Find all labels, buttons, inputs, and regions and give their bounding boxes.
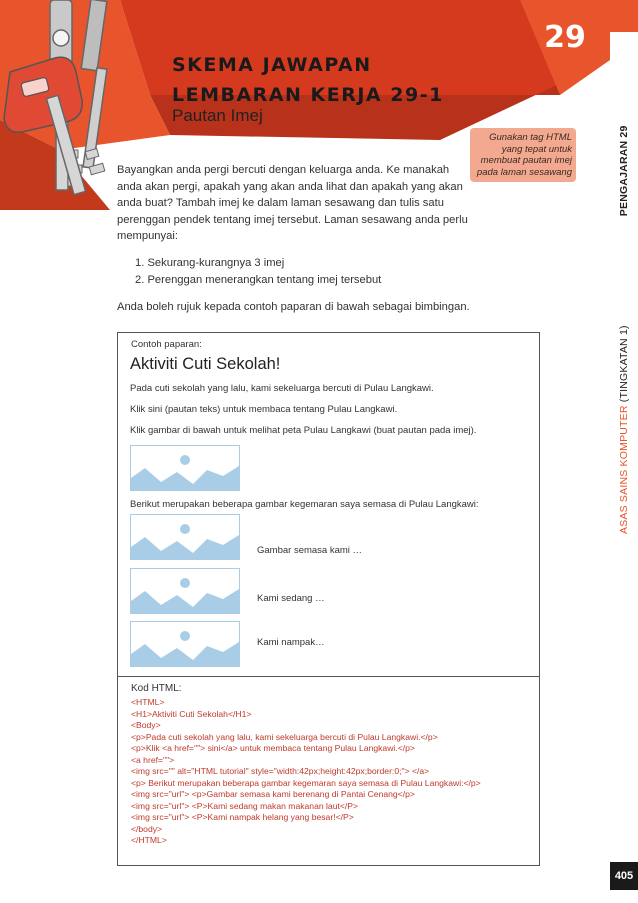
list-item: 1. Sekurang-kurangnya 3 imej: [135, 257, 285, 269]
code-line: <p> Berikut merupakan beberapa gambar kegemaran saya semasa di Pulau Langkawi:</p>: [131, 777, 481, 788]
code-line: </body>: [131, 823, 163, 834]
page-title-line1: SKEMA JAWAPAN: [172, 54, 372, 76]
code-block: [131, 697, 481, 847]
box-divider: [117, 676, 540, 677]
code-line: <H1>Aktiviti Cuti Sekolah</H1>: [131, 708, 252, 719]
code-line: <img src="" alt="HTML tutorial" style="width:42px;height:42px;border:0;"> </a>: [131, 766, 430, 776]
image-caption: Kami sedang …: [257, 593, 325, 604]
intro-paragraph: Bayangkan anda pergi bercuti dengan keluarga anda. Ke manakah anda akan pergi, apakah yang akan anda lihat dan apakah yang akan anda buat? Tambah imej ke dalam laman sesawang dan tulis satu perenggan pendek tentang imej tersebut. Laman sesawang anda perlu mempunyai:: [117, 164, 468, 242]
sidebar-accent: [610, 0, 638, 32]
code-line: <p>Pada cuti sekolah yang lalu, kami sekeluarga bercuti di Pulau Langkawi.</p>: [131, 731, 438, 742]
example-paragraph-4: Berikut merupakan beberapa gambar kegemaran saya semasa di Pulau Langkawi:: [130, 499, 479, 510]
sidebar-form: (TINGKATAN 1): [618, 325, 630, 403]
page-number: 405: [610, 862, 638, 890]
code-line: <Body>: [131, 720, 161, 730]
key-grey-2: [81, 0, 107, 168]
chapter-number: 29: [544, 20, 586, 55]
example-paragraph-2: Klik sini (pautan teks) untuk membaca tentang Pulau Langkawi.: [130, 404, 398, 415]
image-placeholder-icon: [130, 514, 240, 560]
code-line: <img src="url"> <P>Kami nampak helang yang besar!</P>: [131, 812, 354, 822]
example-label: Contoh paparan:: [131, 339, 202, 350]
code-line: <img src="url"> <p>Gambar semasa kami berenang di Pantai Cenang</p>: [131, 789, 415, 799]
example-paragraph-1: Pada cuti sekolah yang lalu, kami sekeluarga bercuti di Pulau Langkawi.: [130, 383, 434, 394]
page-title-line2: LEMBARAN KERJA 29-1: [172, 84, 444, 106]
image-placeholder-icon: [130, 621, 240, 667]
example-heading: Aktiviti Cuti Sekolah!: [130, 355, 281, 373]
sidebar-lesson: PENGAJARAN 29: [618, 125, 630, 217]
image-caption: Kami nampak…: [257, 637, 325, 648]
example-paragraph-3: Klik gambar di bawah untuk melihat peta Pulau Langkawi (buat pautan pada imej).: [130, 425, 477, 436]
code-line: <HTML>: [131, 697, 165, 707]
code-label: Kod HTML:: [131, 683, 182, 694]
code-line: <a href="">: [131, 754, 175, 765]
refer-text: Anda boleh rujuk kepada contoh paparan di bawah sebagai bimbingan.: [117, 301, 470, 313]
page-subtitle: Pautan Imej: [172, 106, 263, 125]
list-item: 2. Perenggan menerangkan tentang imej tersebut: [135, 273, 382, 286]
image-placeholder-icon: [130, 445, 240, 491]
image-placeholder-icon: [130, 568, 240, 614]
requirements-list: [135, 255, 381, 288]
code-line: <img src="url"> <P>Kami sedang makan makanan laut</P>: [131, 800, 359, 811]
image-caption: Gambar semasa kami …: [257, 545, 363, 556]
sidebar-label: [610, 125, 638, 540]
code-line: </HTML>: [131, 835, 167, 845]
side-note: Gunakan tag HTML yang tepat untuk membuat pautan imej pada laman sesawang: [470, 128, 576, 182]
code-line: <p>Klik <a href=""> sini</a> untuk membaca tentang Pulau Langkawi.</p>: [131, 743, 415, 753]
sidebar-book-title: ASAS SAINS KOMPUTER: [618, 405, 630, 534]
